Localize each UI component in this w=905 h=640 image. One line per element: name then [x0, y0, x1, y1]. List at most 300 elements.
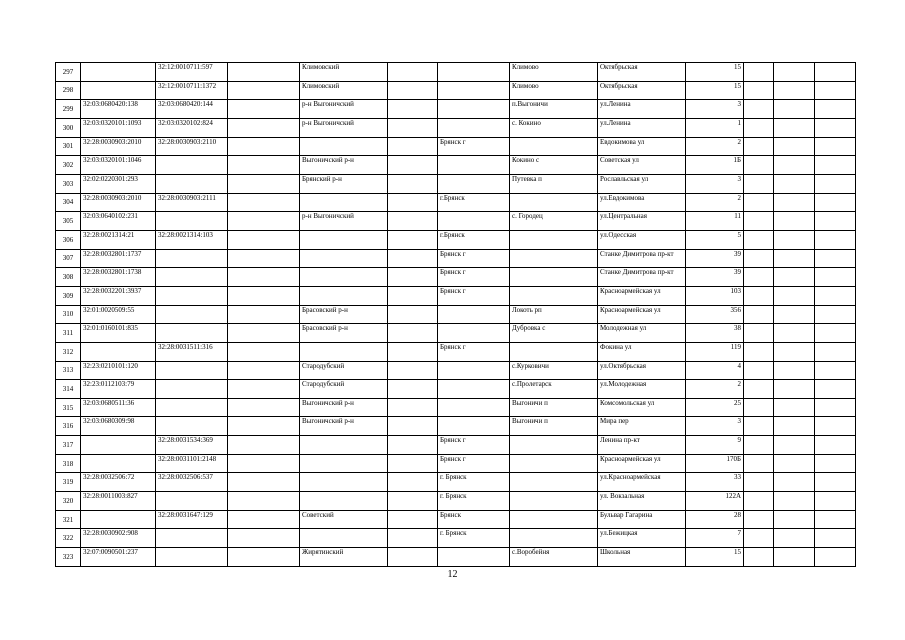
empty-cell [388, 81, 438, 100]
cadastral-number-land [81, 63, 156, 82]
empty-cell [815, 286, 856, 305]
district [300, 454, 388, 473]
empty-cell [815, 342, 856, 361]
house-number: 2 [686, 193, 744, 212]
district [300, 230, 388, 249]
street: ул.Молодежная [598, 380, 686, 399]
district [300, 529, 388, 548]
empty-cell [815, 100, 856, 119]
empty-cell [228, 510, 300, 529]
empty-cell [388, 510, 438, 529]
city [438, 548, 510, 567]
row-number: 316 [56, 417, 81, 436]
empty-cell [815, 473, 856, 492]
street: Школьная [598, 548, 686, 567]
settlement [510, 193, 598, 212]
settlement: с. Городец [510, 212, 598, 231]
empty-cell [388, 63, 438, 82]
empty-cell [774, 249, 815, 268]
street: ул.Октябрьская [598, 361, 686, 380]
empty-cell [744, 193, 774, 212]
empty-cell [388, 305, 438, 324]
house-number: 38 [686, 324, 744, 343]
settlement [510, 137, 598, 156]
empty-cell [744, 454, 774, 473]
house-number: 1 [686, 118, 744, 137]
cadastral-number-building [156, 324, 228, 343]
district: Климовский [300, 63, 388, 82]
city: г.Брянск [438, 230, 510, 249]
street: Советская ул [598, 156, 686, 175]
table-row [56, 548, 856, 567]
empty-cell [815, 510, 856, 529]
settlement [510, 473, 598, 492]
row-number: 313 [56, 361, 81, 380]
empty-cell [228, 398, 300, 417]
empty-cell [388, 398, 438, 417]
house-number: 2 [686, 380, 744, 399]
empty-cell [388, 212, 438, 231]
register-table [55, 62, 856, 567]
row-number: 309 [56, 286, 81, 305]
city: Брянск г [438, 342, 510, 361]
settlement [510, 230, 598, 249]
empty-cell [744, 361, 774, 380]
empty-cell [388, 529, 438, 548]
empty-cell [744, 473, 774, 492]
cadastral-number-building [156, 380, 228, 399]
street: Ленина пр-кт [598, 436, 686, 455]
district: Выгоничский р-н [300, 156, 388, 175]
city [438, 212, 510, 231]
cadastral-number-land: 32:03:0640102:231 [81, 212, 156, 231]
empty-cell [774, 398, 815, 417]
city: Брянск г [438, 268, 510, 287]
street: ул.Красноармейская [598, 473, 686, 492]
empty-cell [815, 454, 856, 473]
empty-cell [744, 305, 774, 324]
cadastral-number-building [156, 492, 228, 511]
empty-cell [228, 174, 300, 193]
cadastral-number-land: 32:28:0032506:72 [81, 473, 156, 492]
city: Брянск [438, 510, 510, 529]
empty-cell [774, 324, 815, 343]
settlement [510, 342, 598, 361]
table-row [56, 118, 856, 137]
empty-cell [815, 324, 856, 343]
table-row [56, 529, 856, 548]
district: Брасовский р-н [300, 324, 388, 343]
empty-cell [388, 174, 438, 193]
empty-cell [228, 286, 300, 305]
district: р-н Выгоничский [300, 100, 388, 119]
table-row [56, 63, 856, 82]
street: ул.Одесская [598, 230, 686, 249]
settlement: Климово [510, 81, 598, 100]
empty-cell [228, 212, 300, 231]
empty-cell [774, 529, 815, 548]
table-row [56, 473, 856, 492]
empty-cell [228, 324, 300, 343]
empty-cell [228, 454, 300, 473]
empty-cell [228, 492, 300, 511]
district: р-н Выгоничский [300, 212, 388, 231]
cadastral-number-building: 32:03:0680420:144 [156, 100, 228, 119]
empty-cell [228, 193, 300, 212]
city [438, 324, 510, 343]
cadastral-number-land: 32:07:0090501:237 [81, 548, 156, 567]
city [438, 63, 510, 82]
house-number: 1Б [686, 156, 744, 175]
empty-cell [774, 230, 815, 249]
table-row [56, 380, 856, 399]
house-number: 4 [686, 361, 744, 380]
settlement: Путевка п [510, 174, 598, 193]
empty-cell [815, 81, 856, 100]
empty-cell [228, 342, 300, 361]
empty-cell [774, 286, 815, 305]
house-number: 15 [686, 81, 744, 100]
table-row [56, 510, 856, 529]
empty-cell [815, 156, 856, 175]
street: ул.Ленина [598, 118, 686, 137]
empty-cell [388, 137, 438, 156]
street: ул.Евдокимова [598, 193, 686, 212]
settlement [510, 492, 598, 511]
house-number: 39 [686, 268, 744, 287]
street: Октябрьская [598, 81, 686, 100]
empty-cell [228, 137, 300, 156]
cadastral-number-land [81, 436, 156, 455]
house-number: 15 [686, 63, 744, 82]
district: Брянский р-н [300, 174, 388, 193]
empty-cell [744, 81, 774, 100]
empty-cell [774, 548, 815, 567]
house-number: 28 [686, 510, 744, 529]
row-number: 315 [56, 398, 81, 417]
empty-cell [228, 156, 300, 175]
empty-cell [815, 118, 856, 137]
empty-cell [774, 510, 815, 529]
house-number: 5 [686, 230, 744, 249]
empty-cell [744, 63, 774, 82]
empty-cell [815, 230, 856, 249]
settlement: с. Кокино [510, 118, 598, 137]
cadastral-number-land: 32:28:0032801:1738 [81, 268, 156, 287]
empty-cell [815, 268, 856, 287]
settlement [510, 529, 598, 548]
cadastral-number-building: 32:28:0021314:103 [156, 230, 228, 249]
cadastral-number-land: 32:03:0680309:98 [81, 417, 156, 436]
cadastral-number-land: 32:28:0030902:908 [81, 529, 156, 548]
empty-cell [388, 230, 438, 249]
city: Брянск г [438, 454, 510, 473]
street: Рославльская ул [598, 174, 686, 193]
table-row [56, 268, 856, 287]
cadastral-number-building [156, 212, 228, 231]
empty-cell [815, 436, 856, 455]
settlement: Климово [510, 63, 598, 82]
empty-cell [388, 361, 438, 380]
table-row [56, 174, 856, 193]
empty-cell [228, 548, 300, 567]
empty-cell [815, 63, 856, 82]
cadastral-number-land [81, 510, 156, 529]
cadastral-number-land: 32:02:0220301:293 [81, 174, 156, 193]
row-number: 306 [56, 230, 81, 249]
table-row [56, 137, 856, 156]
empty-cell [774, 100, 815, 119]
row-number: 322 [56, 529, 81, 548]
city [438, 118, 510, 137]
cadastral-number-land [81, 81, 156, 100]
cadastral-number-land: 32:03:0320101:1093 [81, 118, 156, 137]
house-number: 9 [686, 436, 744, 455]
cadastral-number-building [156, 286, 228, 305]
table-row [56, 398, 856, 417]
row-number: 314 [56, 380, 81, 399]
row-number: 311 [56, 324, 81, 343]
settlement: Локоть рп [510, 305, 598, 324]
street: ул. Вокзальная [598, 492, 686, 511]
district [300, 137, 388, 156]
empty-cell [774, 454, 815, 473]
empty-cell [815, 380, 856, 399]
empty-cell [388, 193, 438, 212]
house-number: 3 [686, 417, 744, 436]
city [438, 100, 510, 119]
empty-cell [774, 361, 815, 380]
street: Молодежная ул [598, 324, 686, 343]
empty-cell [388, 436, 438, 455]
cadastral-number-building [156, 417, 228, 436]
row-number: 318 [56, 454, 81, 473]
empty-cell [774, 436, 815, 455]
row-number: 317 [56, 436, 81, 455]
empty-cell [815, 193, 856, 212]
settlement [510, 249, 598, 268]
house-number: 103 [686, 286, 744, 305]
city [438, 305, 510, 324]
row-number: 323 [56, 548, 81, 567]
empty-cell [744, 342, 774, 361]
street: Октябрьская [598, 63, 686, 82]
cadastral-number-land: 32:23:0112103:79 [81, 380, 156, 399]
row-number: 305 [56, 212, 81, 231]
cadastral-number-building [156, 305, 228, 324]
table-row [56, 249, 856, 268]
settlement: Выгоничи п [510, 417, 598, 436]
city [438, 380, 510, 399]
empty-cell [815, 492, 856, 511]
city [438, 398, 510, 417]
empty-cell [228, 417, 300, 436]
city: г. Брянск [438, 473, 510, 492]
cadastral-number-building [156, 249, 228, 268]
empty-cell [815, 361, 856, 380]
empty-cell [774, 380, 815, 399]
city: г.Брянск [438, 193, 510, 212]
empty-cell [774, 473, 815, 492]
empty-cell [388, 268, 438, 287]
city: Брянск г [438, 436, 510, 455]
empty-cell [388, 118, 438, 137]
row-number: 298 [56, 81, 81, 100]
cadastral-number-building [156, 361, 228, 380]
empty-cell [744, 380, 774, 399]
row-number: 310 [56, 305, 81, 324]
cadastral-number-land: 32:28:0011003:827 [81, 492, 156, 511]
street: Станке Димитрова пр-кт [598, 268, 686, 287]
empty-cell [744, 286, 774, 305]
empty-cell [774, 81, 815, 100]
empty-cell [774, 118, 815, 137]
cadastral-number-land: 32:28:0030903:2010 [81, 137, 156, 156]
table-row [56, 305, 856, 324]
cadastral-number-land: 32:01:0020509:55 [81, 305, 156, 324]
row-number: 300 [56, 118, 81, 137]
empty-cell [228, 81, 300, 100]
cadastral-number-building: 32:12:0010711:597 [156, 63, 228, 82]
cadastral-number-building [156, 156, 228, 175]
street: Евдокимова ул [598, 137, 686, 156]
cadastral-number-building: 32:28:0031101:2148 [156, 454, 228, 473]
cadastral-number-building: 32:28:0031511:316 [156, 342, 228, 361]
empty-cell [228, 380, 300, 399]
cadastral-number-land [81, 454, 156, 473]
city: Брянск г [438, 137, 510, 156]
cadastral-number-building [156, 174, 228, 193]
settlement: с.Пролетарск [510, 380, 598, 399]
empty-cell [774, 212, 815, 231]
table-row [56, 324, 856, 343]
street: Бульвар Гагарина [598, 510, 686, 529]
district [300, 268, 388, 287]
cadastral-number-land [81, 342, 156, 361]
empty-cell [228, 63, 300, 82]
district [300, 492, 388, 511]
empty-cell [815, 249, 856, 268]
district [300, 473, 388, 492]
settlement: с.Воробейня [510, 548, 598, 567]
empty-cell [388, 548, 438, 567]
cadastral-number-land: 32:28:0032801:1737 [81, 249, 156, 268]
house-number: 25 [686, 398, 744, 417]
row-number: 297 [56, 63, 81, 82]
empty-cell [388, 156, 438, 175]
city [438, 81, 510, 100]
house-number: 170Б [686, 454, 744, 473]
district: Жирятинский [300, 548, 388, 567]
cadastral-number-land: 32:28:0021314:21 [81, 230, 156, 249]
row-number: 302 [56, 156, 81, 175]
empty-cell [815, 137, 856, 156]
city: Брянск г [438, 286, 510, 305]
cadastral-number-building: 32:28:0031647:129 [156, 510, 228, 529]
cadastral-number-land: 32:03:0680420:138 [81, 100, 156, 119]
settlement: Дубровка с [510, 324, 598, 343]
empty-cell [388, 473, 438, 492]
empty-cell [388, 492, 438, 511]
city: Брянск г [438, 249, 510, 268]
city: г. Брянск [438, 492, 510, 511]
settlement [510, 436, 598, 455]
empty-cell [388, 417, 438, 436]
empty-cell [744, 529, 774, 548]
table-row [56, 156, 856, 175]
empty-cell [774, 174, 815, 193]
empty-cell [228, 249, 300, 268]
city: г. Брянск [438, 529, 510, 548]
table-row [56, 193, 856, 212]
empty-cell [228, 100, 300, 119]
city [438, 174, 510, 193]
district: Стародубский [300, 380, 388, 399]
settlement: п.Выгоничи [510, 100, 598, 119]
cadastral-number-building [156, 268, 228, 287]
street: Комсомольская ул [598, 398, 686, 417]
page-number: 12 [447, 569, 458, 580]
house-number: 33 [686, 473, 744, 492]
table-row [56, 361, 856, 380]
empty-cell [388, 380, 438, 399]
empty-cell [228, 361, 300, 380]
empty-cell [388, 249, 438, 268]
district: Выгоничский р-н [300, 398, 388, 417]
empty-cell [228, 436, 300, 455]
house-number: 11 [686, 212, 744, 231]
table-row [56, 436, 856, 455]
cadastral-number-building: 32:03:0320102:824 [156, 118, 228, 137]
empty-cell [744, 417, 774, 436]
street: ул.Бежицкая [598, 529, 686, 548]
empty-cell [388, 324, 438, 343]
empty-cell [744, 212, 774, 231]
empty-cell [774, 137, 815, 156]
district [300, 193, 388, 212]
settlement: Кокино с [510, 156, 598, 175]
empty-cell [744, 398, 774, 417]
cadastral-number-land: 32:23:0210101:120 [81, 361, 156, 380]
settlement [510, 510, 598, 529]
empty-cell [774, 342, 815, 361]
house-number: 15 [686, 548, 744, 567]
empty-cell [744, 510, 774, 529]
house-number: 39 [686, 249, 744, 268]
empty-cell [744, 249, 774, 268]
cadastral-number-building: 32:28:0031534:369 [156, 436, 228, 455]
row-number: 319 [56, 473, 81, 492]
house-number: 2 [686, 137, 744, 156]
empty-cell [815, 398, 856, 417]
empty-cell [815, 305, 856, 324]
cadastral-number-building [156, 398, 228, 417]
empty-cell [744, 548, 774, 567]
settlement: Выгоничи п [510, 398, 598, 417]
empty-cell [744, 492, 774, 511]
cadastral-number-land: 32:01:0160101:835 [81, 324, 156, 343]
row-number: 321 [56, 510, 81, 529]
empty-cell [744, 100, 774, 119]
row-number: 303 [56, 174, 81, 193]
empty-cell [815, 212, 856, 231]
table-row [56, 100, 856, 119]
street: Фокина ул [598, 342, 686, 361]
street: ул.Центральная [598, 212, 686, 231]
district [300, 342, 388, 361]
cadastral-number-building [156, 529, 228, 548]
empty-cell [815, 529, 856, 548]
